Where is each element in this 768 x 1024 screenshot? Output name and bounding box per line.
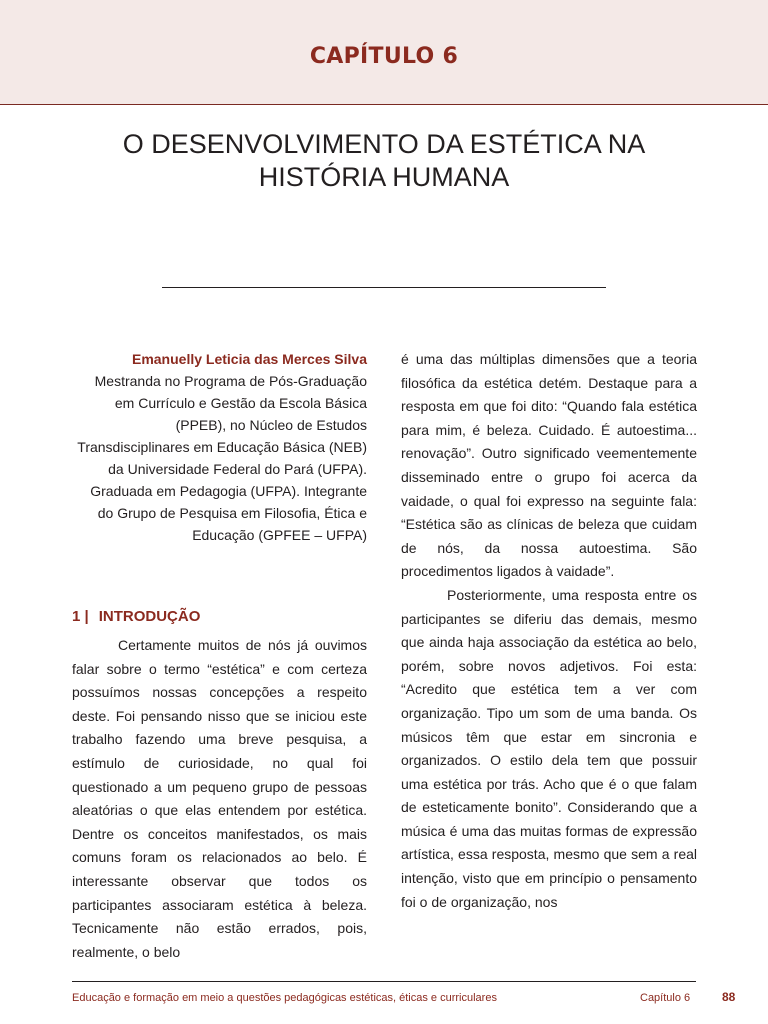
chapter-header-band (0, 0, 768, 105)
footer-divider (72, 981, 696, 982)
title-divider (162, 287, 606, 288)
author-name: Emanuelly Leticia das Merces Silva (131, 351, 367, 367)
page-number: 88 (722, 990, 736, 1004)
footer-book-title: Educação e formação em meio a questões pedagógicas estéticas, éticas e curriculares (72, 992, 497, 1004)
chapter-title: O DESENVOLVIMENTO DA ESTÉTICA NA HISTÓRIA HUMANA (122, 129, 646, 192)
body-paragraph-left: Certamente muitos de nós já ouvimos falar sobre o termo “estética” e com certeza possuímos nossas concepções a respeito deste. Foi pensando nisso que se iniciou este trabalho fazendo uma breve pesquisa, a estímulo de curiosidade, no qual foi questionado a um pequeno grupo de pessoas aleatórias o que elas entendem por estética. Dentre os conceitos manifestados, os mais comuns foram os relacionados ao belo. É interessante observar que todos os participantes associaram estética à beleza. Tecnicamente não estão errados, pois, realmente, o belo (72, 637, 367, 960)
footer-chapter-label: Capítulo 6 (640, 992, 691, 1004)
body-paragraph-right-2: Posteriormente, uma resposta entre os participantes se diferiu das demais, mesmo que ainda haja associação da estética ao belo, porém, sobre novos adjetivos. Foi esta: “Acredito que estética tem a ver com organização. Tipo um som de uma banda. Os músicos têm que estar em sincronia e organizados. O estilo dela tem que possuir uma estética por trás. Acho que é o que falam de esteticamente bonito”. Considerando que a música é uma das muitas formas de expressão artística, essa resposta, mesmo que sem a real intenção, visto que em princípio o pensamento foi o de organização, nos (401, 586, 697, 910)
section-title: INTRODUÇÃO (98, 608, 201, 625)
section-number: 1 | (72, 608, 89, 625)
right-column (401, 348, 697, 914)
author-bio: Mestranda no Programa de Pós-Graduação em Currículo e Gestão da Escola Básica (PPEB), no Núcleo de Estudos Transdisciplinares em Educação Básica (NEB) da Universidade Federal do Pará (UFPA). Graduada em Pedagogia (UFPA). Integrante do Grupo de Pesquisa em Filosofia, Ética e Educação (GPFEE – UFPA) (77, 373, 367, 543)
section-heading (72, 606, 367, 628)
left-column (72, 348, 367, 964)
body-paragraph-right-1: é uma das múltiplas dimensões que a teoria filosófica da estética detém. Destaque para a resposta em que foi dito: “Quando fala estética para mim, é beleza. Cuidado. É autoestima... renovação”. Outro significado veementemente disseminado entre o grupo foi acerca da vaidade, o qual foi expresso na seguinte fala: “Estética são as clínicas de beleza que cuidam de nós, da nossa autoestima. São procedimentos ligados à vaidade”. (401, 351, 697, 580)
chapter-label: CAPÍTULO 6 (309, 44, 459, 69)
